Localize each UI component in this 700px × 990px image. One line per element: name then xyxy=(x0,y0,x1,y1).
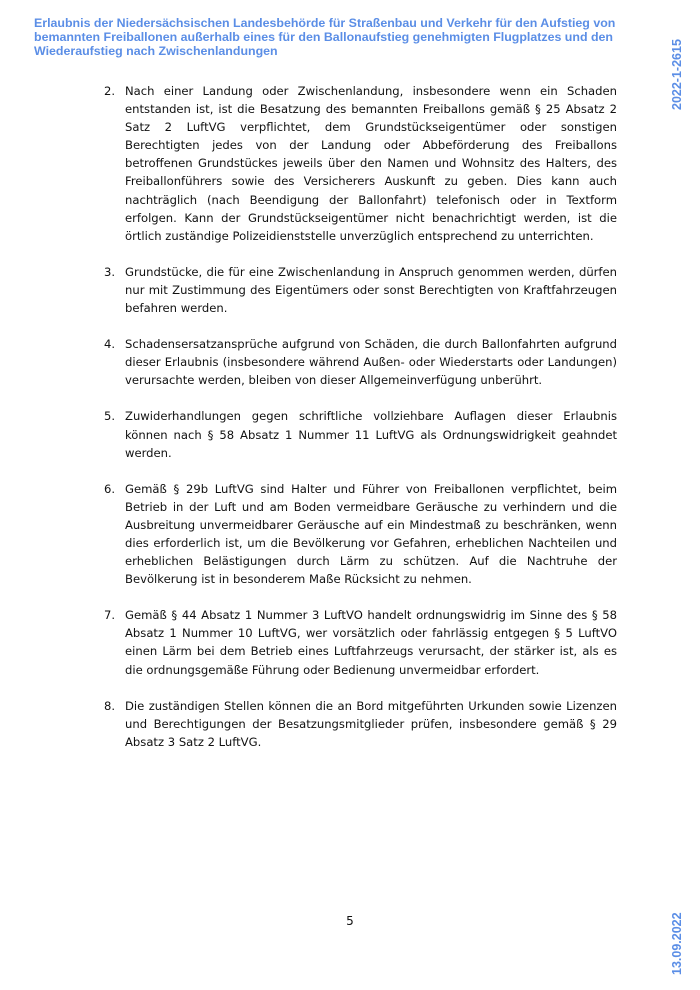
document-body xyxy=(104,82,617,769)
item-text: Schadensersatzansprüche aufgrund von Schäden, die durch Ballonfahrten aufgrund dieser Erlaubnis (insbesondere während Außen- oder Wiederstarts oder Landungen) verursachte werden, bleiben von dieser Allgemeinverfügung unberührt. xyxy=(125,337,617,388)
item-text: Die zuständigen Stellen können die an Bord mitgeführten Urkunden sowie Lizenzen und Berechtigungen der Besatzungsmitglieder prüfen, insbesondere gemäß § 29 Absatz 3 Satz 2 LuftVG. xyxy=(125,698,617,749)
item-text: Grundstücke, die für eine Zwischenlandung in Anspruch genommen werden, dürfen nur mit Zustimmung des Eigentümers oder sonst Berechtigten von Kraftfahrzeugen befahren werden. xyxy=(125,264,617,316)
item-number: 5. xyxy=(104,409,116,424)
item-number: 2. xyxy=(104,84,116,98)
list-item xyxy=(104,697,617,751)
reference-number: 2022-1-2615 xyxy=(670,39,684,110)
item-number: 4. xyxy=(104,337,116,352)
list-item xyxy=(104,606,617,678)
document-date: 13.09.2022 xyxy=(670,912,684,975)
list-item xyxy=(104,335,617,389)
item-number: 8. xyxy=(104,698,116,713)
item-text: Zuwiderhandlungen gegen schriftliche vollziehbare Auflagen dieser Erlaubnis können nach § 58 Absatz 1 Nummer 11 LuftVG als Ordnungswidrigkeit geahndet werden. xyxy=(125,409,617,460)
list-item xyxy=(104,480,617,589)
item-text: Gemäß § 29b LuftVG sind Halter und Führer von Freiballonen verpflichtet, beim Betrieb in der Luft und am Boden vermeidbare Geräusche zu verhindern und die Ausbreitung unvermeidbarer Geräusche auf ein Mindestmaß zu beschränken, wenn dies erforderlich ist, um die Bevölkerung vor Gefahren, erheblichen Nachteilen und erheblichen Belästigungen durch Lärm zu schützen. Auf die Nachtruhe der Bevölkerung ist in besonderem Maße Rücksicht zu nehmen. xyxy=(125,481,617,587)
item-text: Nach einer Landung oder Zwischenlandung, insbesondere wenn ein Schaden entstanden ist, ist die Besatzung des bemannten Freiballons gemäß § 25 Absatz 2 Satz 2 LuftVG verpflichtet, dem Grundstückseigentümer oder sonstigen Berechtigten jedes von der Landung oder Abbeförderung des Freiballons betroffenen Grundstückes jeweils über den Namen und Wohnsitz des Halters, des Freiballonführers sowie des Versicherers Auskunft zu geben. Dies kann auch nachträglich (nach Beendigung der Ballonfahrt) telefonisch oder in Textform erfolgen. Kann der Grundstückseigentümer nicht benachrichtigt werden, ist die örtlich zuständige Polizeidienststelle unverzüglich entsprechend zu unterrichten. xyxy=(125,84,617,243)
page-number: 5 xyxy=(346,914,354,928)
item-text: Gemäß § 44 Absatz 1 Nummer 3 LuftVO handelt ordnungswidrig im Sinne des § 58 Absatz 1 Nummer 10 LuftVG, wer vorsätzlich oder fahrlässig entgegen § 5 LuftVO einen Lärm bei dem Betrieb eines Luftfahrzeugs verursacht, der stärker ist, als es die ordnungsgemäße Führung oder Bedienung unvermeidbar erfordert. xyxy=(125,608,617,677)
list-item xyxy=(104,82,617,245)
list-item xyxy=(104,263,617,317)
item-number: 3. xyxy=(104,264,116,279)
list-item xyxy=(104,407,617,461)
item-number: 6. xyxy=(104,481,116,496)
document-header-title: Erlaubnis der Niedersächsischen Landesbehörde für Straßenbau und Verkehr für den Aufstieg von bemannten Freiballonen außerhalb eines für den Ballonaufstieg genehmigten Flugplatzes und den Wiederaufstieg nach Zwischenlandungen xyxy=(34,16,616,58)
item-number: 7. xyxy=(104,608,116,623)
